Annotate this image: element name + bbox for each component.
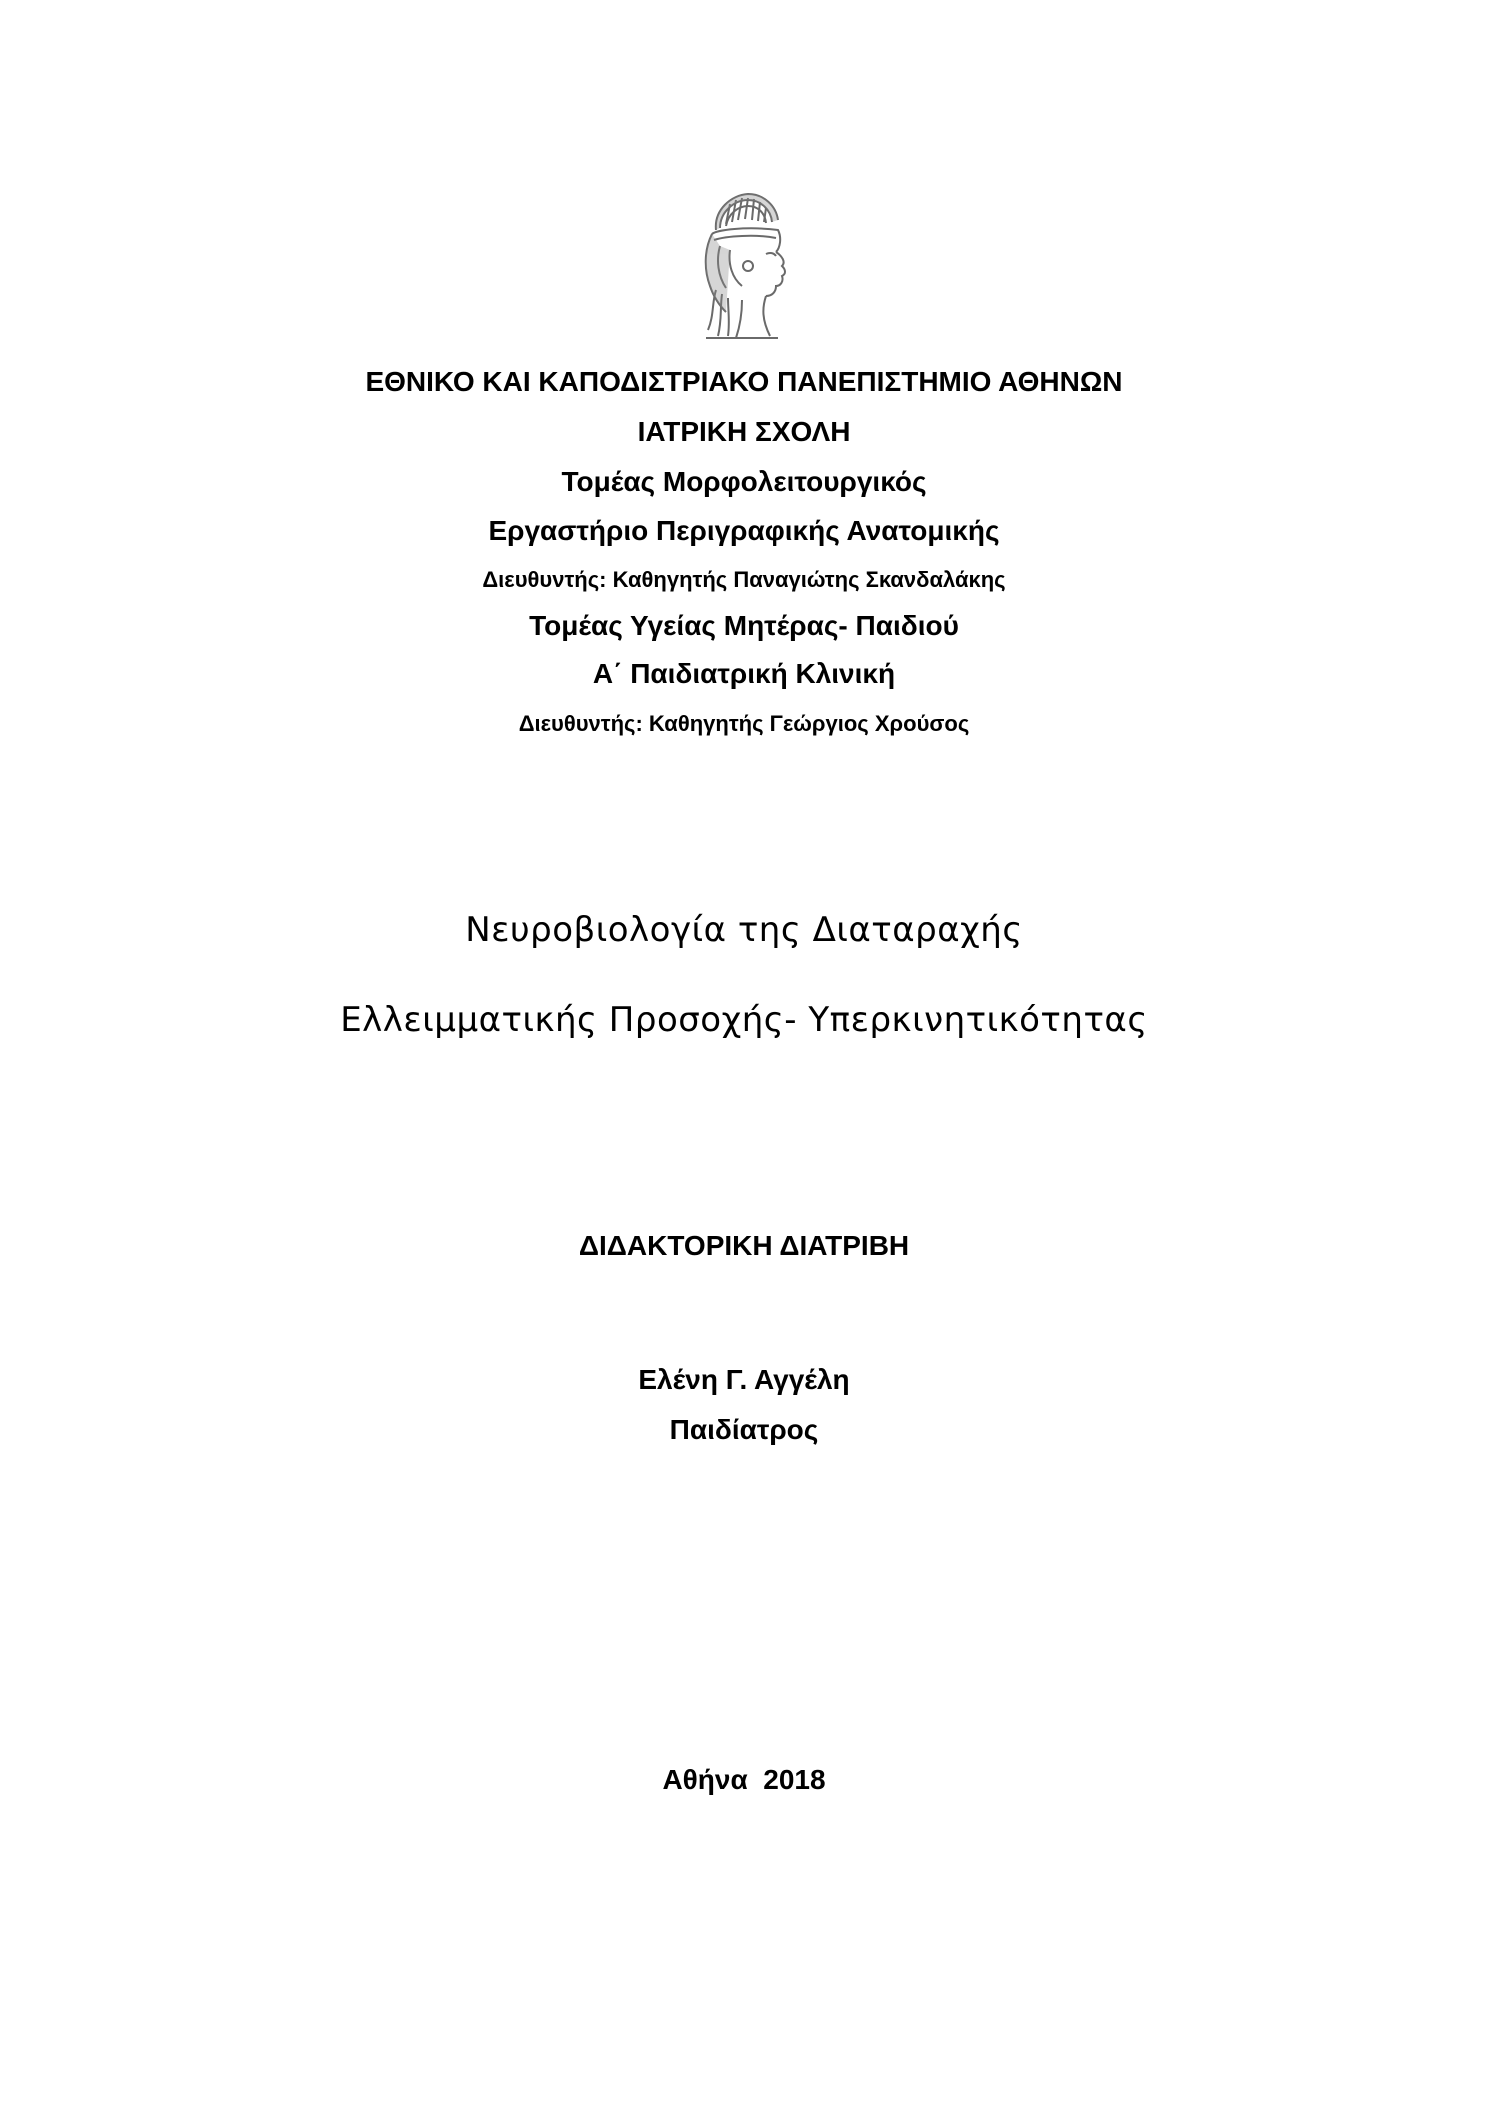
thesis-type: ΔΙΔΑΚΤΟΡΙΚΗ ΔΙΑΤΡΙΒΗ <box>578 1230 910 1261</box>
clinic-name: Α΄ Παιδιατρική Κλινική <box>592 658 896 689</box>
place-and-year: Αθήνα 2018 <box>662 1764 826 1795</box>
sector-morphofunctional: Τομέας Μορφολειτουργικός <box>561 466 927 497</box>
thesis-title-line-1: Νευροβιολογία της Διαταραχής <box>465 910 1023 950</box>
university-name: ΕΘΝΙΚΟ ΚΑΙ ΚΑΠΟΔΙΣΤΡΙΑΚΟ ΠΑΝΕΠΙΣΤΗΜΙΟ ΑΘΗΝΩΝ <box>365 366 1123 397</box>
school-name: ΙΑΤΡΙΚΗ ΣΧΟΛΗ <box>637 416 851 447</box>
author-name: Ελένη Γ. Αγγέλη <box>638 1364 850 1395</box>
laboratory-director: Διευθυντής: Καθηγητής Παναγιώτης Σκανδαλάκης <box>482 567 1006 592</box>
thesis-title-line-2: Ελλειμματικής Προσοχής- Υπερκινητικότητας <box>340 1000 1148 1040</box>
athena-head-emblem-icon <box>686 190 790 340</box>
laboratory-name: Εργαστήριο Περιγραφικής Ανατομικής <box>488 515 1000 546</box>
clinic-director: Διευθυντής: Καθηγητής Γεώργιος Χρούσος <box>518 711 970 736</box>
sector-mother-child-health: Τομέας Υγείας Μητέρας- Παιδιού <box>529 610 959 641</box>
author-role: Παιδίατρος <box>669 1414 819 1445</box>
